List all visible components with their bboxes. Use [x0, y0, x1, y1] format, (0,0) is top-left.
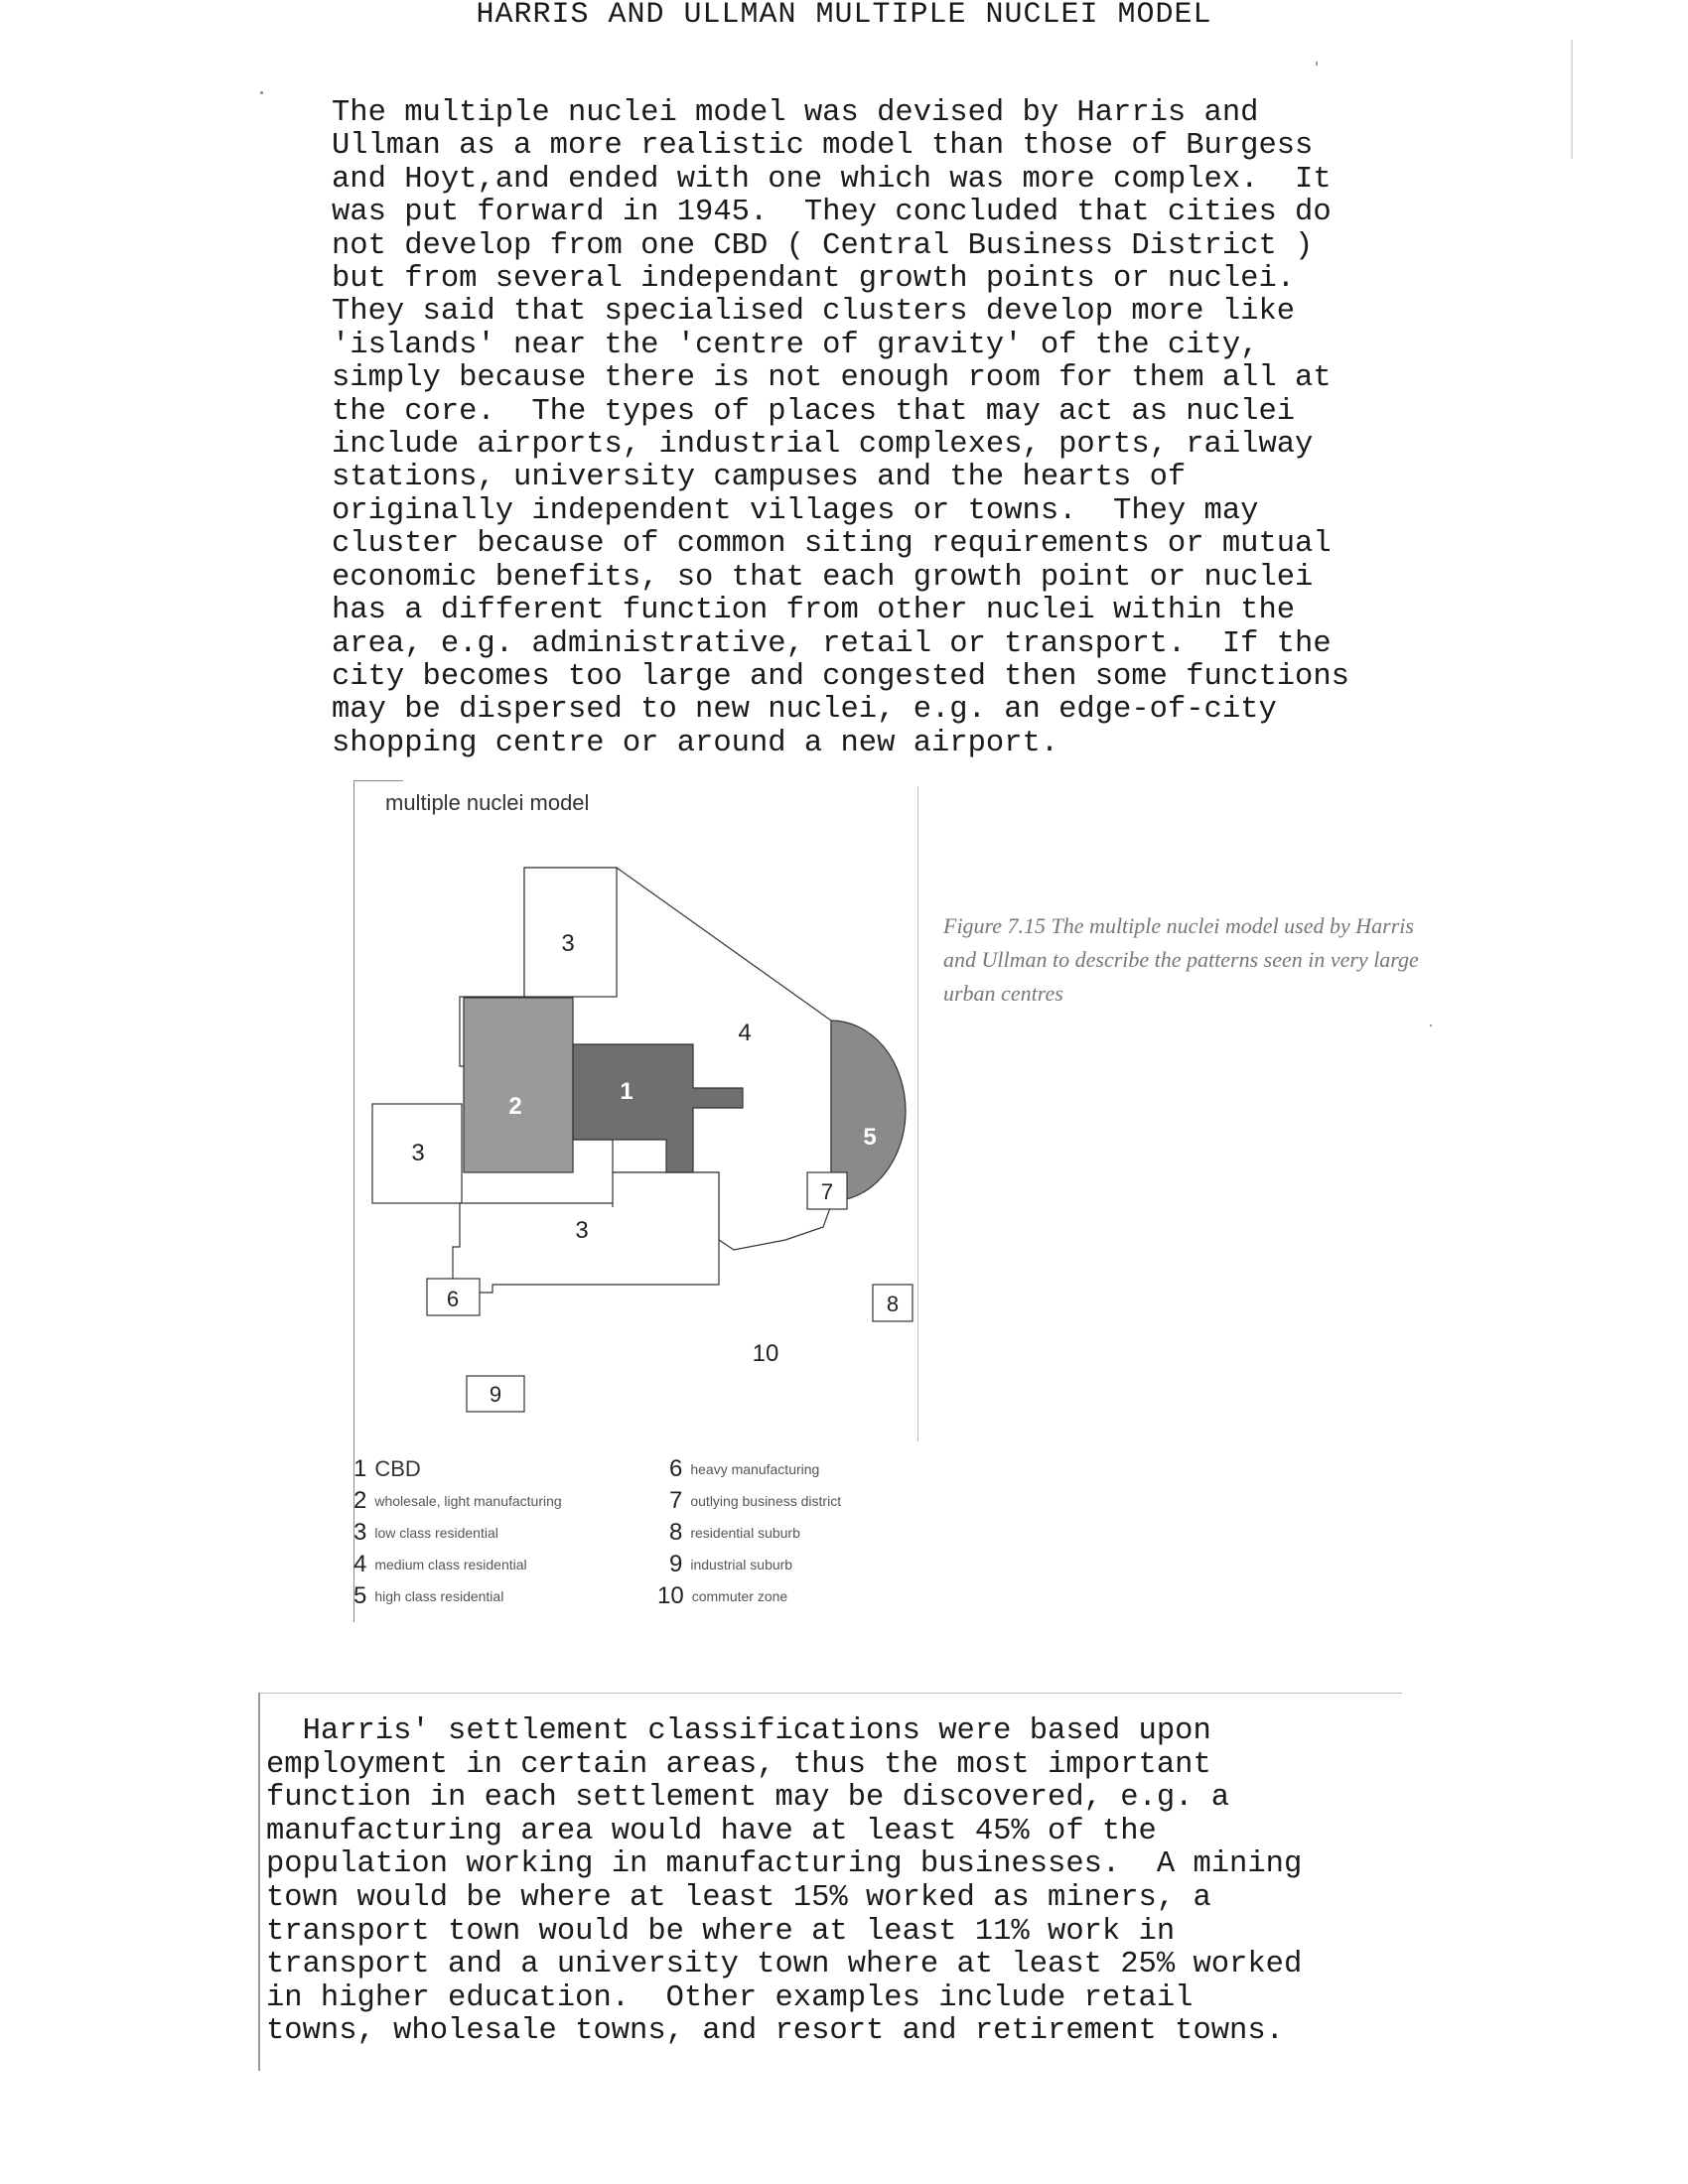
legend-num: 9: [669, 1551, 683, 1577]
label-3-top: 3: [561, 930, 575, 957]
nuclei-diagram: [344, 780, 919, 1455]
label-5: 5: [863, 1124, 877, 1151]
legend-label: low class residential: [374, 1525, 498, 1541]
legend-num: 7: [669, 1487, 683, 1514]
label-7: 7: [820, 1179, 834, 1204]
label-9: 9: [489, 1382, 502, 1407]
legend-label: industrial suburb: [690, 1557, 793, 1572]
legend-label: CBD: [374, 1456, 421, 1481]
scan-speck: [1571, 40, 1573, 159]
legend-label: wholesale, light manufacturing: [374, 1493, 562, 1509]
legend-label: heavy manufacturing: [690, 1461, 820, 1477]
second-paragraph: Harris' settlement classifications were based upon employment in certain areas, thus the most important function in each settlement may be discovered, e.g. a manufacturing area would have at least 45% of the population working in manufacturing businesses. A mining town would be where at least 15% worked as miners, a transport town would be where at least 11% work in transport and a university town where at least 25% worked in higher education. Other examples include retail towns, wholesale towns, and resort and retirement towns.: [266, 1714, 1303, 2049]
scan-speck: [260, 91, 263, 94]
legend-label: medium class residential: [374, 1557, 527, 1572]
legend-label: high class residential: [374, 1588, 504, 1604]
legend-num: 1: [353, 1455, 367, 1482]
label-10: 10: [752, 1340, 779, 1367]
legend-num: 5: [353, 1582, 367, 1609]
legend-num: 3: [353, 1519, 367, 1546]
figure-title: multiple nuclei model: [385, 790, 590, 815]
intro-paragraph: The multiple nuclei model was devised by Harris and Ullman as a more realistic model than those of Burgess and Hoyt,and ended with one which was more complex. It was put forward in 1945. They concluded that cities do not develop from one CBD ( Central Business District ) but from several independant growth points or nuclei. They said that specialised clusters develop more like 'islands' near the 'centre of gravity' of the city, simply because there is not enough room for them all at the core. The types of places that may act as nuclei include airports, industrial complexes, ports, railway stations, university campuses and the hearts of originally independent villages or towns. They may cluster because of common siting requirements or mutual economic benefits, so that each growth point or nuclei has a different function from other nuclei within the area, e.g. administrative, retail or transport. If the city becomes too large and congested then some functions may be dispersed to new nuclei, e.g. an edge-of-city shopping centre or around a new airport.: [332, 96, 1349, 760]
label-6: 6: [446, 1287, 460, 1311]
legend-item: [669, 1487, 841, 1515]
label-3-bottom: 3: [575, 1217, 589, 1244]
legend-num: 8: [669, 1519, 683, 1546]
legend-num: 10: [657, 1582, 684, 1609]
caption-line: urban centres: [943, 981, 1063, 1006]
legend-item: [669, 1455, 819, 1483]
legend-item: [353, 1519, 498, 1547]
legend-item: [657, 1582, 787, 1610]
legend-item: [669, 1519, 800, 1547]
legend-item: [353, 1551, 527, 1578]
legend-label: outlying business district: [690, 1493, 842, 1509]
legend-item: [353, 1487, 562, 1515]
label-4: 4: [738, 1020, 752, 1046]
legend-item: [353, 1582, 503, 1610]
legend-num: 6: [669, 1455, 683, 1482]
multiple-nuclei-figure: [344, 780, 919, 1622]
legend-item: [353, 1455, 421, 1483]
page-title: HARRIS AND ULLMAN MULTIPLE NUCLEI MODEL: [476, 0, 1212, 32]
caption-line: Figure 7.15 The multiple nuclei model used by Harris: [943, 913, 1414, 938]
legend-num: 4: [353, 1551, 367, 1577]
scan-speck: [1430, 1024, 1432, 1026]
caption-line: and Ullman to describe the patterns seen in very large: [943, 947, 1419, 972]
label-3-left: 3: [411, 1140, 425, 1166]
legend-item: [669, 1551, 792, 1578]
legend-label: residential suburb: [690, 1525, 800, 1541]
label-2: 2: [508, 1093, 522, 1120]
legend-label: commuter zone: [691, 1588, 788, 1604]
legend-num: 2: [353, 1487, 367, 1514]
label-8: 8: [886, 1292, 900, 1316]
scan-speck: [1316, 62, 1318, 66]
label-1: 1: [620, 1078, 633, 1105]
figure-caption: [943, 909, 1539, 1011]
zone-2-wholesale: [464, 998, 573, 1172]
